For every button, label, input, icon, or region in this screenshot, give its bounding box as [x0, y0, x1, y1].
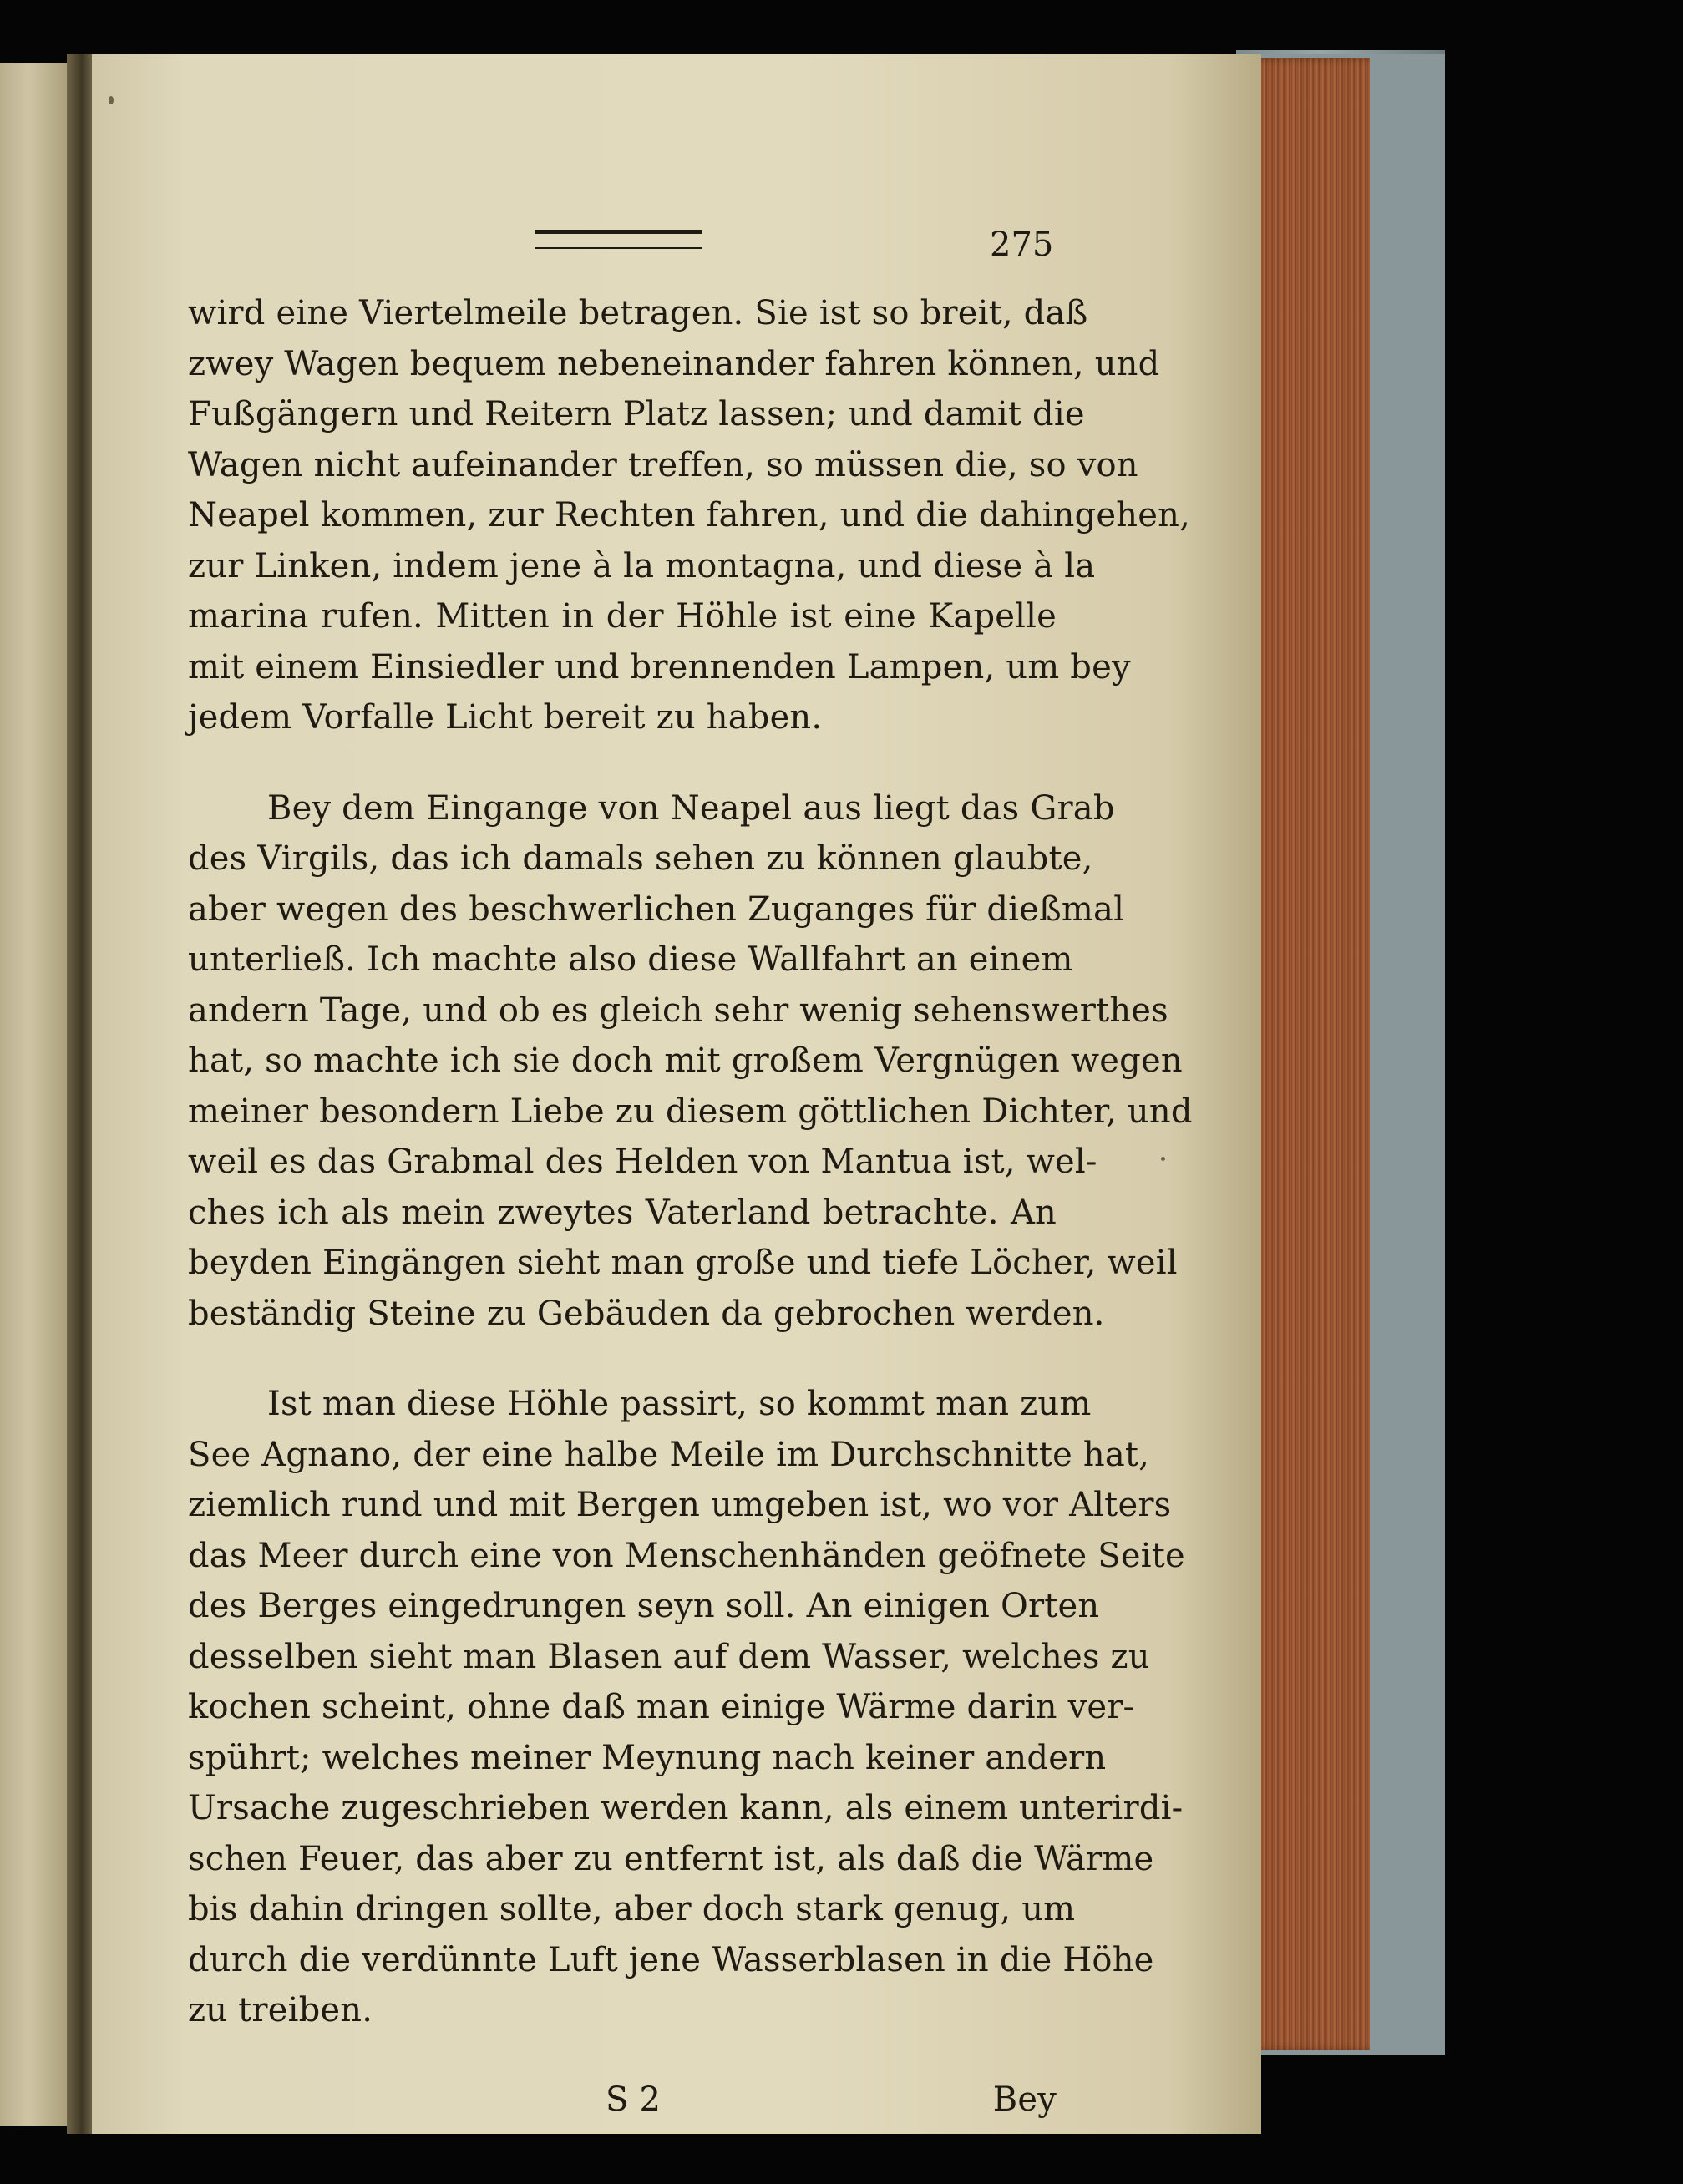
- text-line: Fußgängern und Reitern Platz lassen; und damit die: [188, 395, 1085, 433]
- paragraph: [188, 288, 1190, 743]
- text-line: zwey Wagen bequem nebeneinander fahren können, und: [188, 344, 1160, 383]
- signature-mark: S 2: [606, 2080, 662, 2119]
- text-line: andern Tage, und ob es gleich sehr wenig sehenswerthes: [188, 991, 1168, 1030]
- text-line: unterließ. Ich machte also diese Wallfahrt an einem: [188, 940, 1073, 979]
- page-number: 275: [990, 225, 1054, 264]
- page-text: [188, 225, 1193, 2126]
- text-line: bis dahin dringen sollte, aber doch stark genug, um: [188, 1890, 1076, 1928]
- text-line: beyden Eingängen sieht man große und tiefe Löcher, weil: [188, 1244, 1178, 1282]
- catchword: Bey: [992, 2080, 1057, 2119]
- left-page-edge: [0, 63, 71, 2126]
- text-line: Ist man diese Höhle passirt, so kommt man zum: [267, 1385, 1092, 1423]
- text-line: ches ich als mein zweytes Vaterland betrachte. An: [188, 1193, 1057, 1232]
- text-line: Neapel kommen, zur Rechten fahren, und die dahingehen,: [188, 496, 1190, 535]
- text-line: spührt; welches meiner Meynung nach keiner andern: [188, 1738, 1107, 1777]
- text-line: Ursache zugeschrieben werden kann, als einem unterirdi-: [188, 1789, 1184, 1827]
- text-line: des Berges eingedrungen seyn soll. An einigen Orten: [188, 1587, 1100, 1625]
- text-line: mit einem Einsiedler und brennenden Lampen, um bey: [188, 647, 1131, 687]
- paper-speck: [1161, 1157, 1165, 1161]
- text-line: marina rufen. Mitten in der Höhle ist eine Kapelle: [188, 597, 1057, 636]
- text-line: hat, so machte ich sie doch mit großem Vergnügen wegen: [188, 1041, 1183, 1080]
- text-line: zur Linken, indem jene à la montagna, und diese à la: [188, 546, 1096, 585]
- paragraph: [188, 1379, 1185, 2036]
- text-line: jedem Vorfalle Licht bereit zu haben.: [188, 698, 823, 737]
- text-line: beständig Steine zu Gebäuden da gebrochen werden.: [188, 1294, 1105, 1333]
- text-line: des Virgils, das ich damals sehen zu können glaubte,: [188, 839, 1093, 878]
- page-footer: [188, 2076, 1057, 2126]
- text-line: zu treiben.: [188, 1991, 373, 2029]
- text-line: Wagen nicht aufeinander treffen, so müssen die, so von: [188, 445, 1138, 484]
- text-line: das Meer durch eine von Menschenhänden geöfnete Seite: [188, 1536, 1185, 1575]
- text-line: meiner besondern Liebe zu diesem göttlichen Dichter, und: [188, 1092, 1193, 1131]
- page-edges: [1245, 58, 1370, 2050]
- text-line: See Agnano, der eine halbe Meile im Durchschnitte hat,: [188, 1435, 1150, 1474]
- text-line: durch die verdünnte Luft jene Wasserblasen in die Höhe: [188, 1940, 1154, 1979]
- text-line: kochen scheint, ohne daß man einige Wärme darin ver-: [188, 1688, 1135, 1726]
- text-line: weil es das Grabmal des Helden von Mantua ist, wel-: [188, 1143, 1097, 1181]
- text-line: wird eine Viertelmeile betragen. Sie ist so breit, daß: [188, 294, 1088, 332]
- text-line: Bey dem Eingange von Neapel aus liegt das Grab: [267, 788, 1115, 828]
- paragraph: [188, 783, 1193, 1340]
- paper-speck: [109, 96, 114, 104]
- text-line: aber wegen des beschwerlichen Zuganges für dießmal: [188, 889, 1125, 929]
- text-line: schen Feuer, das aber zu entfernt ist, als daß die Wärme: [188, 1839, 1154, 1878]
- text-line: desselben sieht man Blasen auf dem Wasser, welches zu: [188, 1637, 1150, 1676]
- text-line: ziemlich rund und mit Bergen umgeben ist, wo vor Alters: [188, 1486, 1172, 1524]
